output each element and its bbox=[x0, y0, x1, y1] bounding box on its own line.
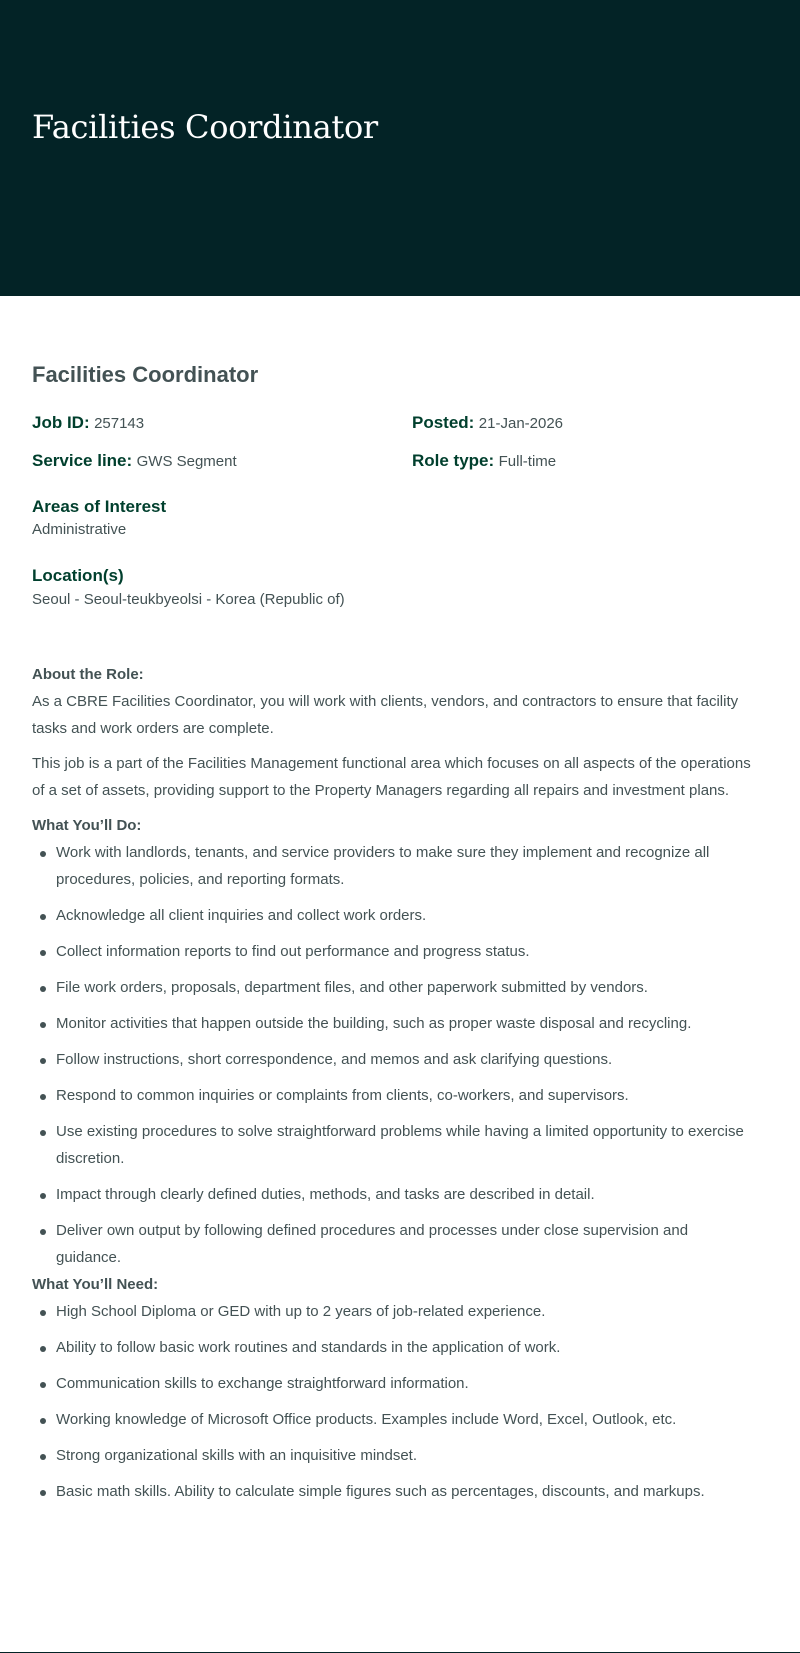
list-item: Work with landlords, tenants, and service providers to make sure they implement and recognize all procedures, policies, and reporting formats. bbox=[32, 839, 752, 893]
meta-row-2 bbox=[32, 449, 772, 473]
list-item: Communication skills to exchange straightforward information. bbox=[32, 1370, 752, 1397]
list-item: Monitor activities that happen outside the building, such as proper waste disposal and recycling. bbox=[32, 1010, 752, 1037]
role-type bbox=[412, 449, 556, 474]
list-item: Strong organizational skills with an inquisitive mindset. bbox=[32, 1442, 752, 1469]
what-youll-need-heading: What You’ll Need: bbox=[32, 1276, 159, 1293]
service-line bbox=[32, 449, 237, 474]
meta-row-1 bbox=[32, 411, 772, 435]
list-item: Basic math skills. Ability to calculate simple figures such as percentages, discounts, and markups. bbox=[32, 1478, 752, 1505]
list-item: Impact through clearly defined duties, methods, and tasks are described in detail. bbox=[32, 1181, 752, 1208]
list-item: Deliver own output by following defined procedures and processes under close supervision and guidance. bbox=[32, 1217, 752, 1271]
about-role-paragraph-2: This job is a part of the Facilities Management functional area which focuses on all aspects of the operations of a set of assets, providing support to the Property Managers regarding all repairs and investment plans. bbox=[32, 755, 751, 799]
what-youll-need-list bbox=[32, 1298, 752, 1505]
areas-of-interest-heading: Areas of Interest bbox=[32, 497, 167, 516]
locations-heading: Location(s) bbox=[32, 566, 124, 585]
what-youll-do-heading: What You’ll Do: bbox=[32, 817, 142, 834]
what-youll-do-list bbox=[32, 839, 752, 1271]
role-type-value: Full-time bbox=[498, 453, 557, 470]
service-line-label: Service line: bbox=[32, 451, 133, 470]
list-item: Follow instructions, short correspondence, and memos and ask clarifying questions. bbox=[32, 1046, 752, 1073]
posted-value: 21-Jan-2026 bbox=[478, 415, 564, 432]
role-type-label: Role type: bbox=[412, 451, 495, 470]
locations-value: Seoul - Seoul-teukbyeolsi - Korea (Republic of) bbox=[32, 591, 345, 608]
list-item: Respond to common inquiries or complaints from clients, co-workers, and supervisors. bbox=[32, 1082, 752, 1109]
list-item: File work orders, proposals, department files, and other paperwork submitted by vendors. bbox=[32, 974, 752, 1001]
areas-of-interest-value: Administrative bbox=[32, 521, 127, 538]
hero-title: Facilities Coordinator bbox=[32, 108, 378, 146]
about-role-heading: About the Role: bbox=[32, 666, 144, 683]
list-item: Working knowledge of Microsoft Office products. Examples include Word, Excel, Outlook, etc. bbox=[32, 1406, 752, 1433]
list-item: Acknowledge all client inquiries and collect work orders. bbox=[32, 902, 752, 929]
list-item: High School Diploma or GED with up to 2 years of job-related experience. bbox=[32, 1298, 752, 1325]
posted-date bbox=[412, 411, 563, 436]
job-title: Facilities Coordinator bbox=[32, 362, 259, 387]
hero-banner bbox=[0, 0, 800, 296]
job-description bbox=[32, 661, 752, 1514]
job-id-label: Job ID: bbox=[32, 413, 90, 432]
job-id-value: 257143 bbox=[94, 415, 145, 432]
list-item: Ability to follow basic work routines and standards in the application of work. bbox=[32, 1334, 752, 1361]
list-item: Use existing procedures to solve straightforward problems while having a limited opportunity to exercise discretion. bbox=[32, 1118, 752, 1172]
posted-label: Posted: bbox=[412, 413, 475, 432]
about-role-paragraph-1: As a CBRE Facilities Coordinator, you will work with clients, vendors, and contractors to ensure that facility tasks and work orders are complete. bbox=[32, 693, 739, 737]
job-id bbox=[32, 411, 144, 436]
list-item: Collect information reports to find out performance and progress status. bbox=[32, 938, 752, 965]
service-line-value: GWS Segment bbox=[136, 453, 237, 470]
